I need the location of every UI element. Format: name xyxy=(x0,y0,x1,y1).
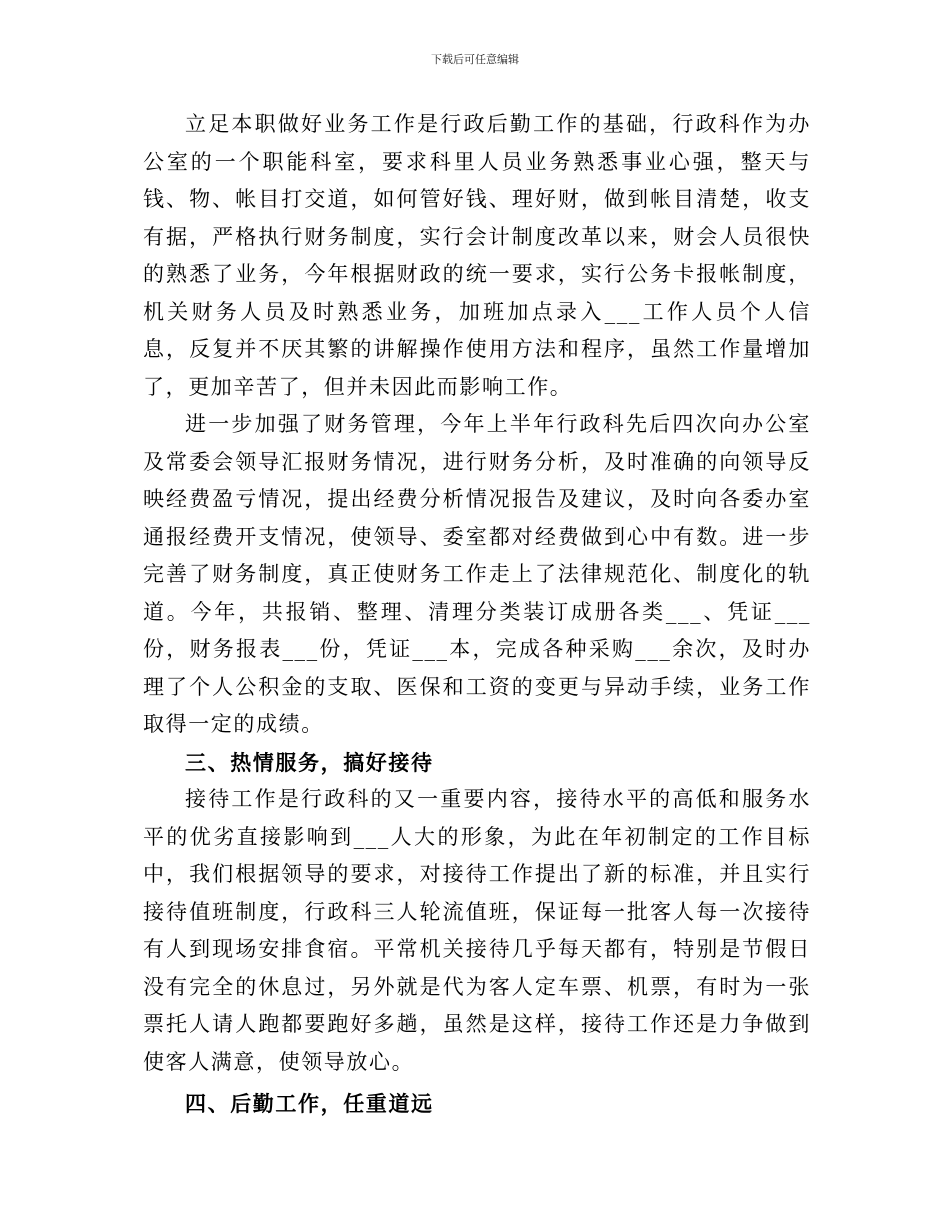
paragraph-business-work: 立足本职做好业务工作是行政后勤工作的基础，行政科作为办公室的一个职能科室，要求科里人员业务熟悉事业心强，整天与钱、物、帐目打交道，如何管好钱、理好财，做到帐目清楚，收支有据，严格执行财务制度，实行会计制度改革以来，财会人员很快的熟悉了业务，今年根据财政的统一要求，实行公务卡报帐制度，机关财务人员及时熟悉业务，加班加点录入___工作人员个人信息，反复并不厌其繁的讲解操作使用方法和程序，虽然工作量增加了，更加辛苦了，但并未因此而影响工作。 xyxy=(143,112,811,399)
paragraph-reception-work: 接待工作是行政科的又一重要内容，接待水平的高低和服务水平的优劣直接影响到___人大的形象，为此在年初制定的工作目标中，我们根据领导的要求，对接待工作提出了新的标准，并且实行接待值班制度，行政科三人轮流值班，保证每一批客人每一次接待有人到现场安排食宿。平常机关接待几乎每天都有，特别是节假日没有完全的休息过，另外就是代为客人定车票、机票，有时为一张票托人请人跑都要跑好多趟，虽然是这样，接待工作还是力争做到使客人满意，使领导放心。 xyxy=(143,787,811,1074)
page-header: 下载后可任意编辑 xyxy=(431,53,519,66)
section-heading-logistics: 四、后勤工作，任重道远 xyxy=(185,1091,434,1116)
paragraph-financial-management: 进一步加强了财务管理，今年上半年行政科先后四次向办公室及常委会领导汇报财务情况，进行财务分析，及时准确的向领导反映经费盈亏情况，提出经费分析情况报告及建议，及时向各委办室通报经费开支情况，使领导、委室都对经费做到心中有数。进一步完善了财务制度，真正使财务工作走上了法律规范化、制度化的轨道。今年，共报销、整理、清理分类装订成册各类___、凭证___份，财务报表___份，凭证___本，完成各种采购___余次，及时办理了个人公积金的支取、医保和工资的变更与异动手续，业务工作取得一定的成绩。 xyxy=(143,412,811,736)
section-heading-reception: 三、热情服务，搞好接待 xyxy=(185,749,434,775)
document-body xyxy=(143,106,811,1123)
